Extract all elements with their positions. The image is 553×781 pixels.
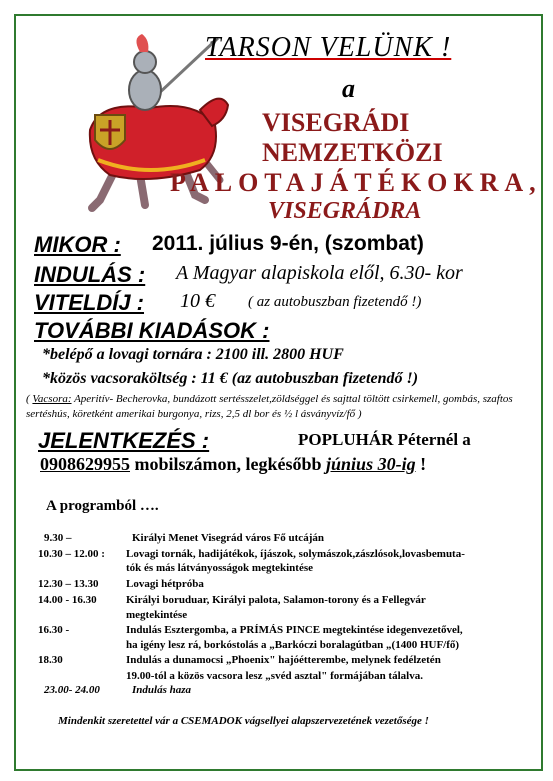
- deadline: június 30-ig: [326, 454, 416, 474]
- schedule-row: [38, 654, 533, 666]
- schedule-row: [38, 594, 533, 606]
- indulas-label: INDULÁS :: [34, 262, 146, 287]
- schedule-description: Indulás Esztergomba, a PRÍMÁS PINCE megtekintése idegenvezetővel,: [126, 624, 463, 636]
- belepo-line: *belépő a lovagi tornára : 2100 ill. 2800 HUF: [42, 346, 344, 363]
- headline-visegradi: VISEGRÁDI: [262, 108, 410, 137]
- jelentkezes-text: POPLUHÁR Péternél a: [298, 430, 471, 449]
- schedule-time: [38, 562, 126, 574]
- schedule-description: Királyi boruduar, Királyi palota, Salamon-torony és a Fellegvár: [126, 594, 426, 606]
- schedule-description: Lovagi tornák, hadijátékok, íjászok, solymászok,zászlósok,lovasbemuta-: [126, 548, 465, 560]
- schedule-time: 18.30: [38, 654, 63, 666]
- schedule-description: ha igény lesz rá, borkóstolás a „Barkóczi boralagútban „(1400 HUF/fő): [126, 639, 460, 651]
- viteldij-note: ( az autobuszban fizetendő !): [248, 294, 422, 310]
- schedule-row: [38, 670, 533, 682]
- schedule-time: 9.30 –: [44, 532, 72, 544]
- jelentkezes-label: JELENTKEZÉS :: [38, 428, 210, 453]
- footer-note: Mindenkit szeretettel vár a CSEMADOK vágsellyei alapszervezetének vezetősége !: [58, 715, 429, 727]
- schedule-row: [38, 639, 533, 651]
- mikor-value: 2011. július 9-én, (szombat): [152, 232, 424, 255]
- mikor-label: MIKOR :: [34, 232, 121, 257]
- headline-visegradra: VISEGRÁDRA: [268, 198, 422, 224]
- schedule-description: Lovagi hétpróba: [126, 578, 204, 590]
- vacsora-text: Aperitív- Becherovka, bundázott sertésszelet,zöldséggel és sajttal töltött csirkemell, gombás, szaftos sertéshús, köretként amerikai burgonya, rizs, 2,5 dl bor és ½ l ásványvíz/fő ): [26, 393, 513, 420]
- headline-palotajatekokra: PALOTAJÁTÉKOKRA,: [170, 168, 542, 197]
- headline-nemzetkozi: NEMZETKÖZI: [262, 138, 443, 167]
- tovabbi-kiadasok-label: TOVÁBBI KIADÁSOK :: [34, 318, 270, 343]
- viteldij-value: 10 €: [180, 290, 215, 312]
- vacsora-cost-line: *közös vacsoraköltség : 11 € (az autobuszban fizetendő !): [42, 370, 419, 387]
- schedule-time: 23.00- 24.00: [44, 684, 100, 696]
- schedule-row: [44, 684, 539, 696]
- schedule-time: 10.30 – 12.00 :: [38, 548, 105, 560]
- phone-rest: mobilszámon, legkésőbb: [130, 454, 327, 474]
- exclamation: !: [415, 454, 427, 474]
- schedule-row: [44, 532, 539, 544]
- vacsora-details: ( Vacsora: Aperitív- Becherovka, bundázott sertésszelet,zöldséggel és sajttal töltött csirkemell, gombás, szaftos sertéshús, köretként amerikai burgonya, rizs, 2,5 dl bor és ½ l ásványvíz/fő ): [26, 393, 513, 420]
- schedule-time: 14.00 - 16.30: [38, 594, 97, 606]
- schedule-time: [38, 639, 126, 651]
- schedule-description: Királyi Menet Visegrád város Fő utcáján: [132, 532, 324, 544]
- contact-line: [40, 454, 426, 475]
- headline-a: a: [342, 74, 355, 103]
- schedule-row: [38, 548, 533, 560]
- schedule-time: 16.30 -: [38, 624, 70, 636]
- program-title: A programból ….: [46, 498, 159, 514]
- schedule-time: 12.30 – 13.30: [38, 578, 99, 590]
- viteldij-label: VITELDÍJ :: [34, 290, 145, 315]
- schedule-description: megtekintése: [126, 609, 188, 621]
- headline-tarson: TARSON VELÜNK !: [205, 32, 452, 63]
- schedule-row: [38, 609, 533, 621]
- schedule-row: [38, 578, 533, 590]
- schedule-row: [38, 562, 533, 574]
- schedule-description: Indulás a dunamocsi „Phoenix" hajóétterembe, melynek fedélzetén: [126, 654, 441, 666]
- phone-number: 0908629955: [40, 454, 130, 474]
- schedule-description: 19.00-tól a közös vacsora lesz „svéd asztal" formájában tálalva.: [126, 670, 423, 682]
- schedule-description: tók és más látványosságok megtekintése: [126, 562, 313, 574]
- schedule-description: Indulás haza: [132, 684, 192, 696]
- schedule-row: [38, 624, 533, 636]
- vacsora-label: Vacsora:: [32, 393, 72, 405]
- indulas-value: A Magyar alapiskola elől, 6.30- kor: [176, 262, 463, 284]
- schedule-time: [38, 670, 126, 682]
- schedule-time: [38, 609, 126, 621]
